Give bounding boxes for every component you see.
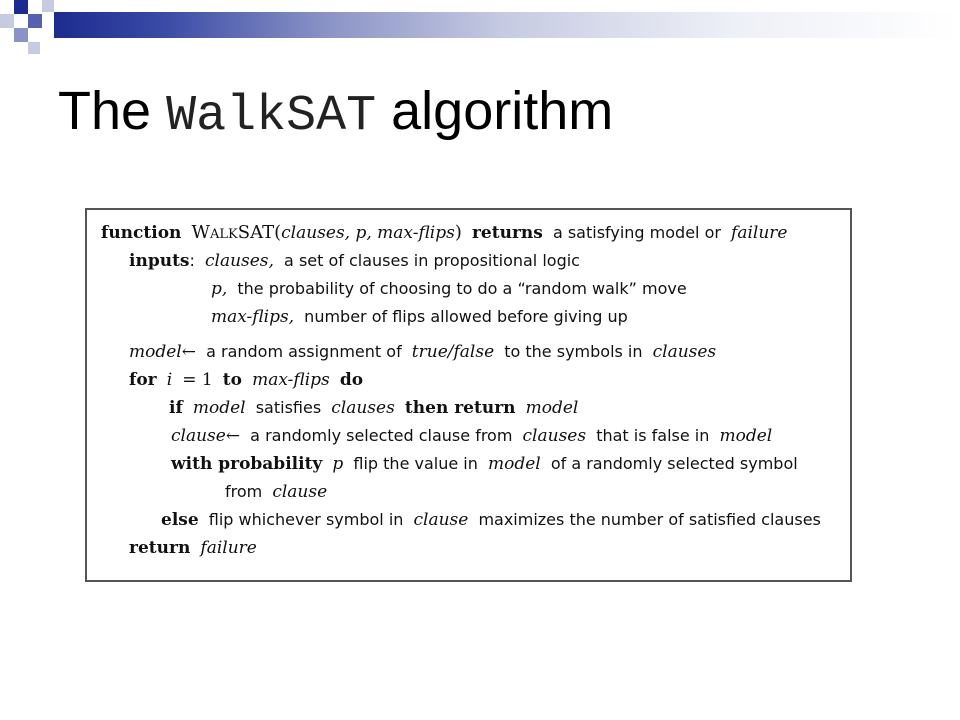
algorithm-box [85,208,852,582]
title-part1: The [58,81,152,141]
algo-line-inputs [129,253,580,270]
var-clause: clause [171,426,226,446]
var-clauses: clauses [331,398,395,418]
kw-with-probability: with probability [171,454,323,474]
algo-line-clause [171,428,772,445]
deco-square [14,0,28,14]
input-p-desc: the probability of choosing to do a “random walk” move [237,279,687,298]
deco-square [14,28,28,42]
var-clause: clause [413,510,469,530]
kw-return: return [129,538,191,558]
var-model: model [719,426,773,446]
algo-line-input-maxflips [211,309,628,326]
kw-then-return: then return [404,398,516,418]
with-text2: of a randomly selected symbol [550,454,798,473]
kw-function: function [101,223,182,243]
fn-name-small: ALK [210,227,238,242]
var-i: i [166,370,173,390]
fn-args: clauses, p, max-flips [281,223,455,243]
var-model: model [192,398,246,418]
assign-arrow: ← [181,342,196,362]
satisfies-text: satisfies [255,398,322,417]
clause-text2: that is false in [596,426,710,445]
var-model: model [129,342,182,362]
var-clauses: clauses [652,342,717,362]
algo-line-from [225,484,327,501]
kw-if: if [169,398,183,418]
algo-line-model [129,344,716,361]
kw-inputs: inputs [129,251,190,271]
input-maxflips: max-flips, [211,307,295,327]
title-part2: algorithm [391,81,614,141]
else-text1: flip whichever symbol in [208,510,404,529]
slide-title [58,81,614,145]
var-clauses: clauses [522,426,587,446]
var-model: model [487,454,541,474]
var-clause: clause [272,482,328,502]
deco-square [28,42,40,54]
fn-name-first: W [191,222,211,243]
kw-returns: returns [471,223,543,243]
algo-line-signature [101,224,787,242]
deco-square [0,14,14,28]
var-maxflips: max-flips [252,370,330,390]
function-name [192,222,282,243]
algo-line-input-p [211,281,687,298]
eq-one: = 1 [182,370,213,390]
algo-line-if [169,400,578,417]
model-text2: to the symbols in [504,342,643,361]
algo-line-return [129,540,257,557]
algo-line-for [129,372,363,389]
return-failure: failure [200,538,257,558]
clause-text1: a randomly selected clause from [250,426,513,445]
var-model: model [525,398,579,418]
kw-do: do [339,370,364,390]
true-false: true/false [411,342,495,362]
fn-name-rest: SAT( [237,222,282,243]
kw-to: to [222,370,242,390]
algo-line-else [161,512,821,529]
input-p: p, [211,279,228,299]
deco-square [42,0,54,12]
assign-arrow: ← [225,426,241,446]
kw-for: for [129,370,157,390]
header-gradient-bar [54,12,960,38]
inputs-colon: : [189,251,195,270]
from-text: from [225,482,263,501]
input-maxflips-desc: number of flips allowed before giving up [304,307,628,326]
returns-failure: failure [731,223,788,243]
kw-else: else [161,510,199,530]
title-walksat: WalkSAT [166,88,377,145]
input-clauses: clauses, [204,251,274,271]
algo-line-with-probability [171,456,798,473]
fn-close: ) [454,222,462,243]
with-text1: flip the value in [353,454,478,473]
input-clauses-desc: a set of clauses in propositional logic [284,251,580,270]
deco-square [28,14,42,28]
var-p: p [332,454,344,474]
returns-text: a satisfying model or [552,223,721,242]
model-text1: a random assignment of [206,342,402,361]
else-text2: maximizes the number of satisfied clauses [478,510,821,529]
